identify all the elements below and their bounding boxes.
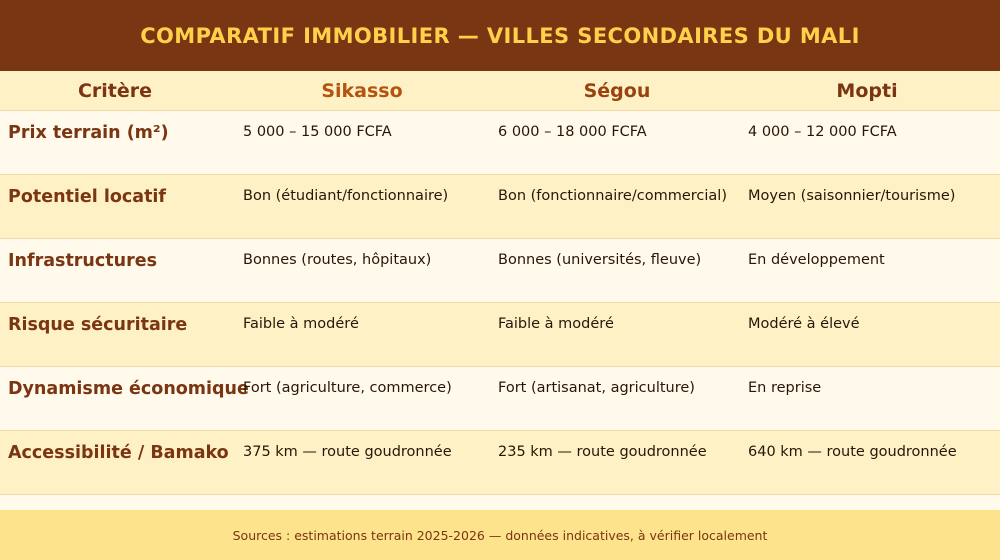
- cell-sikasso: Bon (étudiant/fonctionnaire): [243, 188, 449, 204]
- cell-segou: 235 km — route goudronnée: [498, 444, 707, 460]
- cell-mopti: 4 000 – 12 000 FCFA: [748, 124, 897, 140]
- cell-segou: 6 000 – 18 000 FCFA: [498, 124, 647, 140]
- column-header-sikasso: Sikasso: [321, 80, 403, 102]
- cell-mopti: En développement: [748, 252, 885, 268]
- cell-mopti: Moyen (saisonnier/tourisme): [748, 188, 956, 204]
- cell-sikasso: Fort (agriculture, commerce): [243, 380, 452, 396]
- sources-footer: [0, 510, 1000, 560]
- row-criterion: Infrastructures: [8, 251, 158, 271]
- cell-mopti: 640 km — route goudronnée: [748, 444, 957, 460]
- row-criterion: Risque sécuritaire: [8, 315, 188, 335]
- row-criterion: Dynamisme économique: [8, 379, 249, 399]
- cell-segou: Bon (fonctionnaire/commercial): [498, 188, 727, 204]
- page-title: COMPARATIF IMMOBILIER — VILLES SECONDAIRES DU MALI: [140, 23, 860, 48]
- comparison-table: [0, 71, 1000, 495]
- column-header-mopti: Mopti: [836, 80, 898, 102]
- table-header-row: [0, 71, 1000, 111]
- row-criterion: Prix terrain (m²): [8, 123, 169, 143]
- cell-sikasso: 5 000 – 15 000 FCFA: [243, 124, 392, 140]
- table-row: [0, 175, 1000, 239]
- table-row: [0, 239, 1000, 303]
- row-criterion: Potentiel locatif: [8, 187, 167, 207]
- row-criterion: Accessibilité / Bamako: [8, 443, 229, 463]
- cell-sikasso: Faible à modéré: [243, 316, 359, 332]
- page-header: [0, 0, 1000, 71]
- cell-segou: Faible à modéré: [498, 316, 614, 332]
- column-header-segou: Ségou: [583, 80, 651, 102]
- column-header-criterion: Critère: [77, 80, 153, 102]
- cell-segou: Bonnes (universités, fleuve): [498, 252, 702, 268]
- table-row: [0, 367, 1000, 431]
- cell-mopti: Modéré à élevé: [748, 316, 860, 332]
- cell-segou: Fort (artisanat, agriculture): [498, 380, 695, 396]
- table-row: [0, 111, 1000, 175]
- cell-mopti: En reprise: [748, 380, 822, 396]
- sources-note: Sources : estimations terrain 2025-2026 — données indicatives, à vérifier localement: [232, 527, 768, 543]
- table-row: [0, 303, 1000, 367]
- cell-sikasso: Bonnes (routes, hôpitaux): [243, 252, 432, 268]
- table-row: [0, 431, 1000, 495]
- cell-sikasso: 375 km — route goudronnée: [243, 444, 452, 460]
